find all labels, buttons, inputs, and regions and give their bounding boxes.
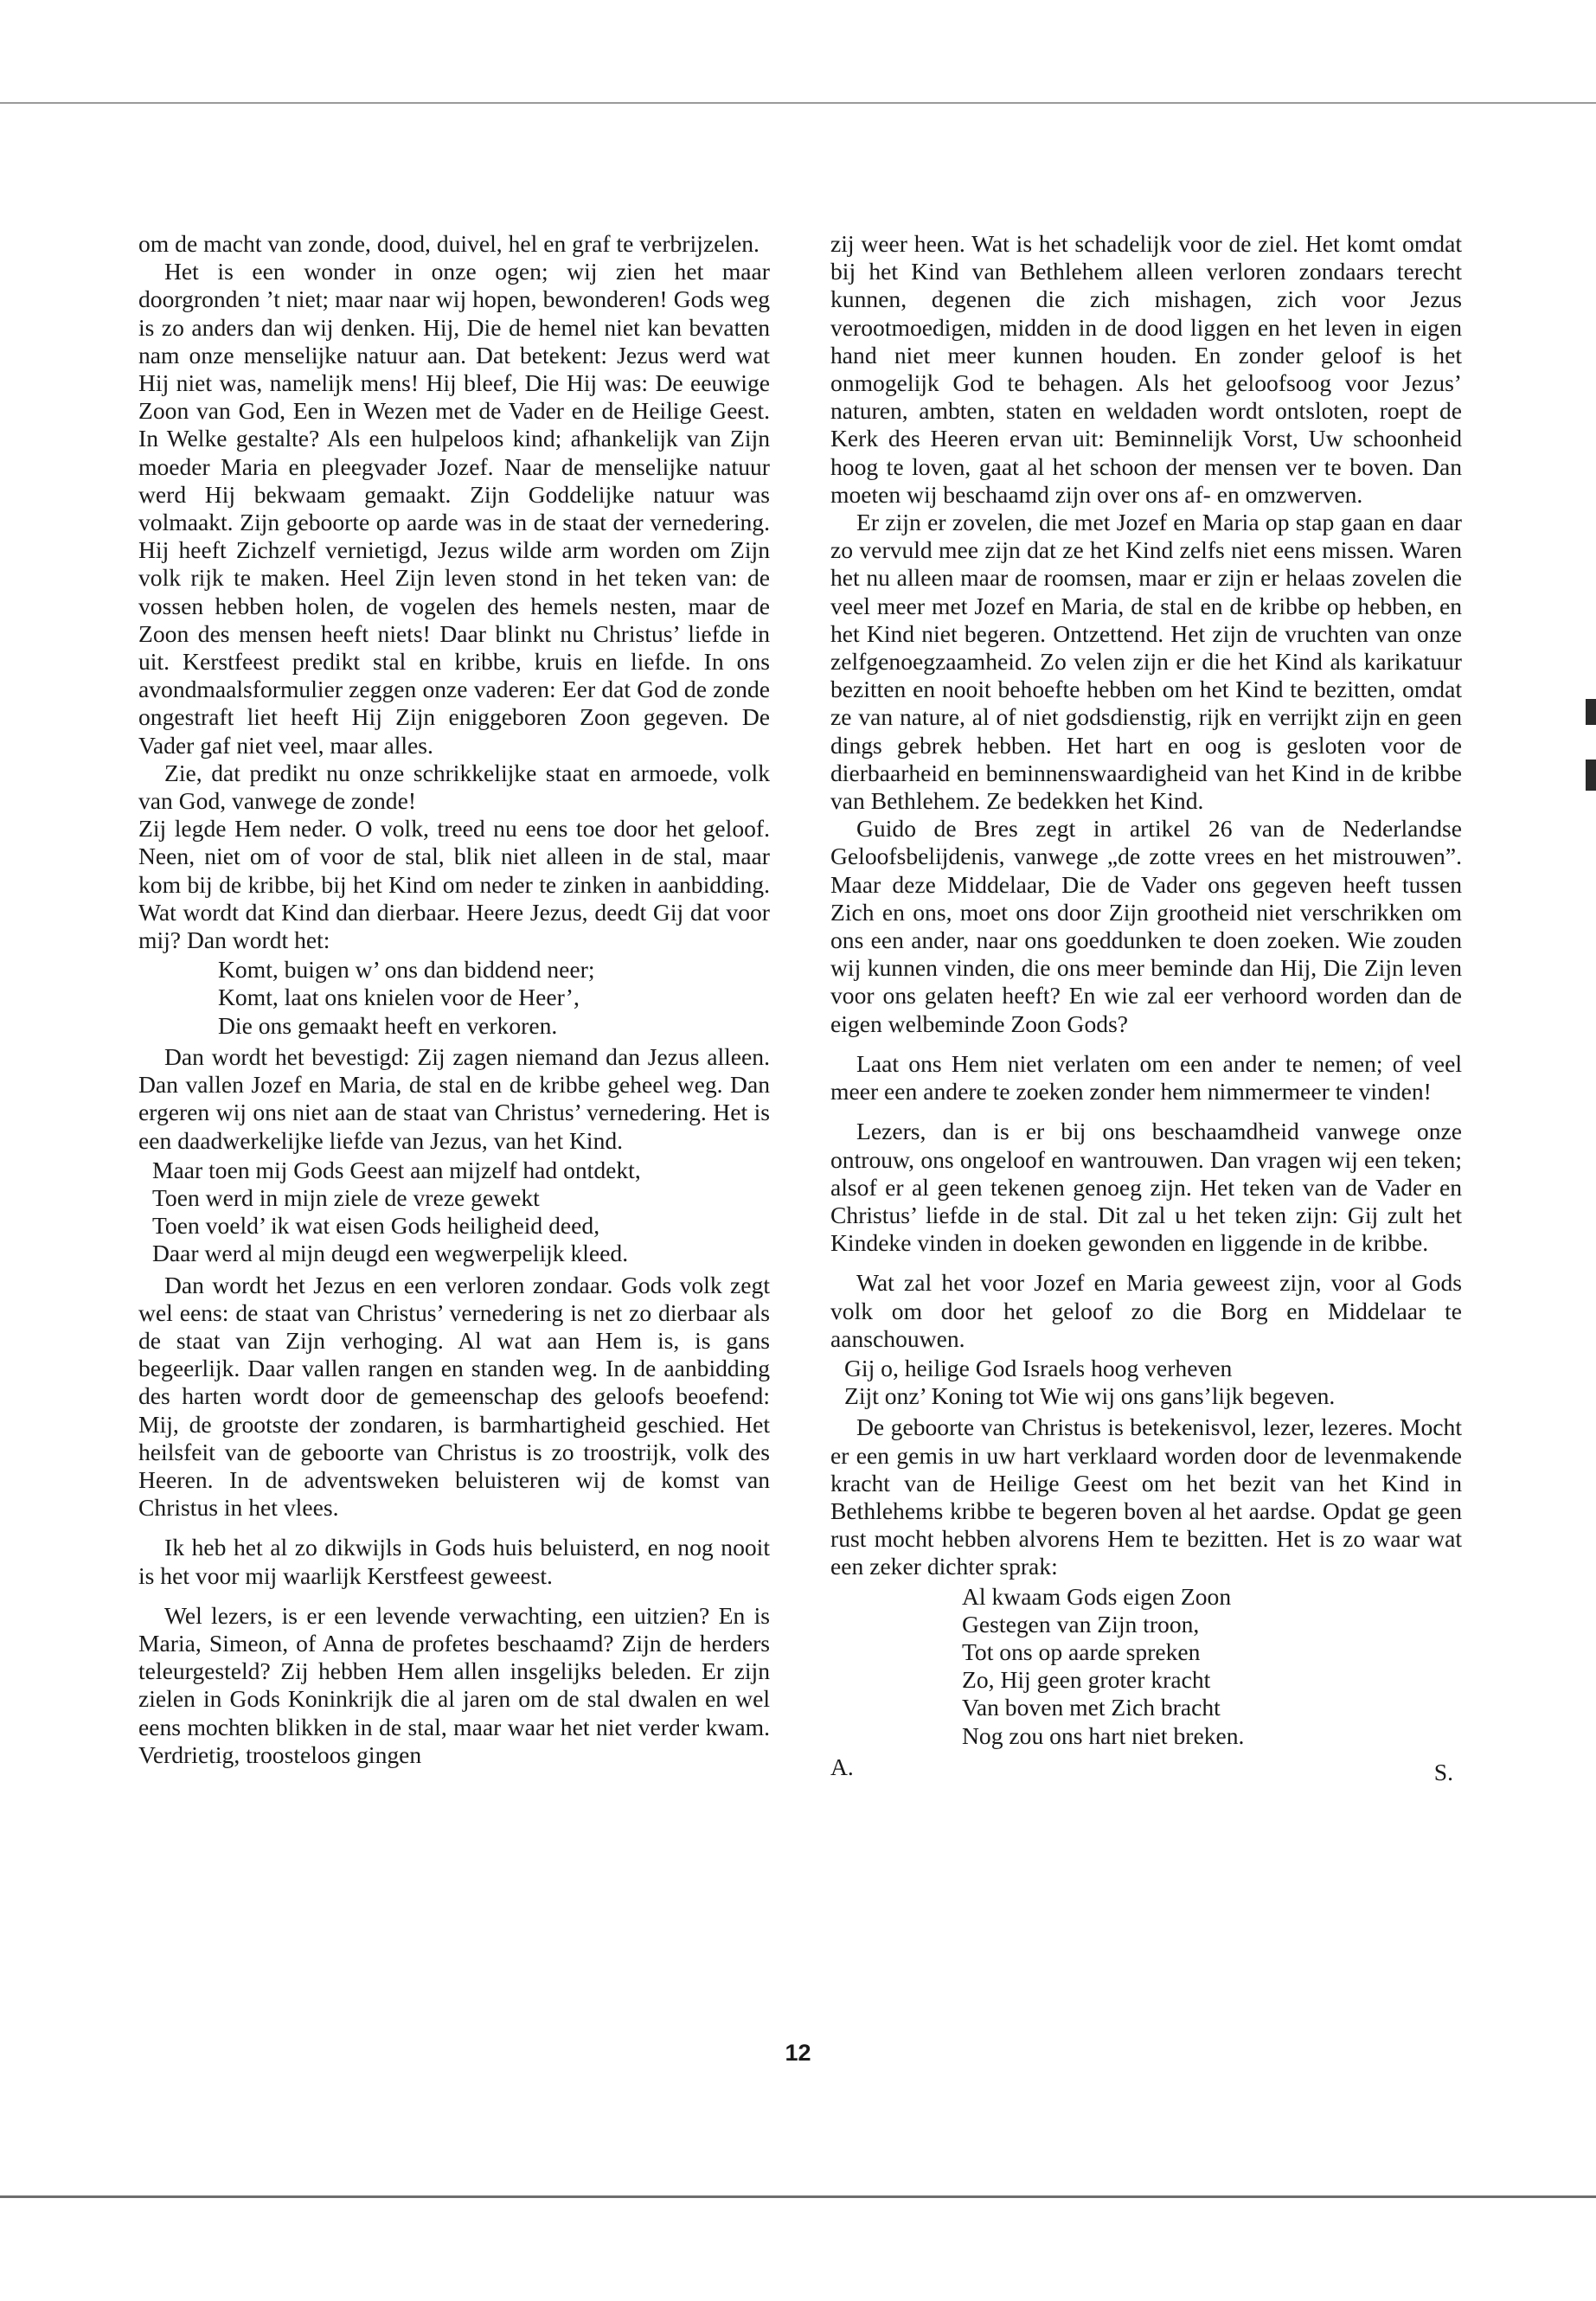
- verse-block: [138, 1157, 770, 1268]
- verse-line: Toen werd in mijn ziele de vreze gewekt: [152, 1183, 540, 1211]
- paragraph: Laat ons Hem niet verlaten om een ander te nemen; of veel meer een andere te zoeken zonder hem nimmermeer te vinden!: [830, 1049, 1462, 1106]
- paragraph: Wat zal het voor Jozef en Maria geweest zijn, voor al Gods volk om door het geloof zo die Borg en Middelaar te aanschouwen.: [830, 1269, 1462, 1352]
- paragraph: Guido de Bres zegt in artikel 26 van de Nederlandse Geloofsbelijdenis, vanwege „de zotte vrees en het mistrouwen”. Maar deze Middelaar, Die de Vader ons gegeven heeft tussen Zich en ons, moet ons door Zijn grootheid niet verschrikken om ons een ander, naar ons goeddunken te doen zoeken. Wie zouden wij kunnen vinden, die ons meer beminde dan Hij, Die Zijn leven voor ons gelaten heeft? En wie zal eer verhoord worden dan de eigen welbeminde Zoon Gods?: [830, 815, 1462, 1037]
- right-column: [830, 230, 1462, 1785]
- edge-mark: [1586, 760, 1596, 791]
- verse-line: Zo, Hij geen groter kracht: [962, 1666, 1211, 1694]
- paragraph: Er zijn er zovelen, die met Jozef en Maria op stap gaan en daar zo vervuld mee zijn dat ze het Kind zelfs niet eens missen. Waren het nu alleen maar de roomsen, maar er zijn er helaas zovelen die veel meer met Jozef en Maria, de stal en de kribbe op hebben, en het Kind niet begeren. Ontzettend. Het zijn de vruchten van onze zelfgenoegzaamheid. Zo velen zijn er die het Kind als karikatuur bezitten en nooit behoefte hebben om het Kind te bezitten, omdat ze van nature, al of niet godsdienstig, rijk en verrijkt zijn en geen dings gebrek hebben. Het hart en oog is gesloten voor de dierbaarheid en beminnenswaardigheid van het Kind in de kribbe van Bethlehem. Ze bedekken het Kind.: [830, 509, 1462, 815]
- verse-line: Van boven met Zich bracht: [962, 1694, 1221, 1721]
- paragraph: Dan wordt het bevestigd: Zij zagen niemand dan Jezus alleen. Dan vallen Jozef en Maria, de stal en de kribbe geheel weg. Dan ergeren wij ons niet aan de staat van Christus’ vernedering. Het is een daadwerkelijke liefde van Jezus, van het Kind.: [138, 1042, 770, 1154]
- verse-line: Tot ons op aarde spreken: [962, 1638, 1201, 1665]
- signature-initial-s: S.: [1433, 1758, 1453, 1785]
- verse-block: [138, 956, 770, 1040]
- paragraph: om de macht van zonde, dood, duivel, hel en graf te verbrijzelen.: [138, 230, 760, 257]
- paragraph: Dan wordt het Jezus en een verloren zondaar. Gods volk zegt wel eens: de staat van Christus’ vernedering is net zo dierbaar als de staat van Zijn verhoging. Al wat aan Hem is, is gans begeerlijk. Daar vallen rangen en standen weg. In de aanbidding des harten wordt door de gemeenschap des geloofs beoefend: Mij, de grootste der zondaren, is barmhartigheid geschied. Het heilsfeit van de geboorte van Christus is zo troostrijk, volk des Heeren. In de adventsweken beluisteren wij de komst van Christus in het vlees.: [138, 1271, 770, 1522]
- verse-line: Gij o, heilige God Israels hoog verheven: [844, 1354, 1233, 1381]
- page-number: 12: [785, 2040, 811, 2066]
- top-rule: [0, 102, 1596, 104]
- paragraph: De geboorte van Christus is betekenisvol, lezer, lezeres. Mocht er een gemis in uw hart verklaard worden door de levenmakende kracht van de Heilige Geest om het bezit van het Kind in Bethlehems kribbe te begeren boven al het aardse. Opdat ge geen rust mocht hebben alvorens Hem te bezitten. Het is zo waar wat een zeker dichter sprak:: [830, 1413, 1462, 1580]
- paragraph: Zij legde Hem neder. O volk, treed nu eens toe door het geloof. Neen, niet om of voor de stal, blik niet alleen in de stal, maar kom bij de kribbe, bij het Kind om neder te zinken in aanbidding. Wat wordt dat Kind dan dierbaar. Heere Jezus, deedt Gij dat voor mij? Dan wordt het:: [138, 815, 770, 954]
- paragraph: Zie, dat predikt nu onze schrikkelijke staat en armoede, volk van God, vanwege de zonde!: [138, 759, 770, 815]
- paragraph: Het is een wonder in onze ogen; wij zien het maar doorgronden ’t niet; maar naar wij hopen, bewonderen! Gods weg is zo anders dan wij denken. Hij, Die de hemel niet kan bevatten nam onze menselijke natuur aan. Dat betekent: Jezus werd wat Hij niet was, namelijk mens! Hij bleef, Die Hij was: De eeuwige Zoon van God, Een in Wezen met de Vader en de Heilige Geest. In Welke gestalte? Als een hulpeloos kind; afhankelijk van Zijn moeder Maria en pleegvader Jozef. Naar de menselijke natuur werd Hij bekwaam gemaakt. Zijn Goddelijke natuur was volmaakt. Zijn geboorte op aarde was in de staat der vernedering. Hij heeft Zichzelf vernietigd, Jezus wilde arm worden om Zijn volk rijk te maken. Heel Zijn leven stond in het teken van: de vossen hebben holen, de vogelen des hemels nesten, maar de Zoon des mensen heeft niets! Daar blinkt nu Christus’ liefde in uit. Kerstfeest predikt stal en kribbe, kruis en liefde. In ons avondmaalsformulier zeggen onze vaderen: Eer dat God de zonde ongestraft liet heeft Hij Zijn eniggeboren Zoon gegeven. De Vader gaf niet veel, maar alles.: [138, 258, 770, 759]
- verse-line: Al kwaam Gods eigen Zoon: [962, 1582, 1232, 1610]
- signature-initial-a: A.: [830, 1753, 854, 1780]
- verse-line: Daar werd al mijn deugd een wegwerpelijk kleed.: [152, 1240, 629, 1267]
- left-column: [138, 230, 770, 1769]
- verse-line: Toen voeld’ ik wat eisen Gods heiligheid deed,: [152, 1212, 600, 1240]
- verse-line: Maar toen mij Gods Geest aan mijzelf had ontdekt,: [152, 1156, 641, 1183]
- paragraph: Ik heb het al zo dikwijls in Gods huis beluisterd, en nog nooit is het voor mij waarlijk Kerstfeest geweest.: [138, 1534, 770, 1589]
- verse-block: [830, 1355, 1462, 1410]
- edge-mark: [1586, 699, 1596, 725]
- verse-line: Zijt onz’ Koning tot Wie wij ons gans’lijk begeven.: [844, 1382, 1336, 1410]
- verse-block: [830, 1583, 1462, 1750]
- verse-line: Komt, buigen w’ ons dan biddend neer;: [218, 956, 595, 984]
- author-signature: [830, 1753, 1462, 1785]
- verse-line: Nog zou ons hart niet breken.: [962, 1721, 1245, 1749]
- paragraph: zij weer heen. Wat is het schadelijk voor de ziel. Het komt omdat bij het Kind van Bethlehem alleen verloren zondaars terecht kunnen, degenen die zich mishagen, zich voor Jezus verootmoedigen, midden in de dood liggen en het leven in eigen hand niet meer kunnen houden. En zonder geloof is het onmogelijk God te behagen. Als het geloofsoog voor Jezus’ naturen, ambten, staten en weldaden wordt ontsloten, roept de Kerk des Heeren ervan uit: Beminnelijk Vorst, Uw schoonheid hoog te loven, gaat al het schoon der mensen ver te boven. Dan moeten wij beschaamd zijn over ons af- en omzwerven.: [830, 230, 1462, 508]
- verse-line: Gestegen van Zijn troon,: [962, 1610, 1200, 1638]
- paragraph: Lezers, dan is er bij ons beschaamdheid vanwege onze ontrouw, ons ongeloof en wantrouwen. Dan vragen wij een teken; alsof er al geen tekenen genoeg zijn. Het teken van de Vader en Christus’ liefde in de stal. Dit zal u het teken zijn: Gij zult het Kindeke vinden in doeken gewonden en liggende in de kribbe.: [830, 1118, 1462, 1257]
- bottom-rule: [0, 2195, 1596, 2198]
- verse-line: Komt, laat ons knielen voor de Heer’,: [218, 984, 580, 1011]
- paragraph: Wel lezers, is er een levende verwachting, een uitzien? En is Maria, Simeon, of Anna de profetes beschaamd? Zijn de herders teleurgesteld? Zij hebben Hem allen insgelijks beleden. Er zijn zielen in Gods Koninkrijk die al jaren om de stal dwalen en wel eens mochten blikken in de stal, maar waar het niet verder kwam. Verdrietig, troosteloos gingen: [138, 1601, 770, 1768]
- verse-line: Die ons gemaakt heeft en verkoren.: [218, 1011, 558, 1039]
